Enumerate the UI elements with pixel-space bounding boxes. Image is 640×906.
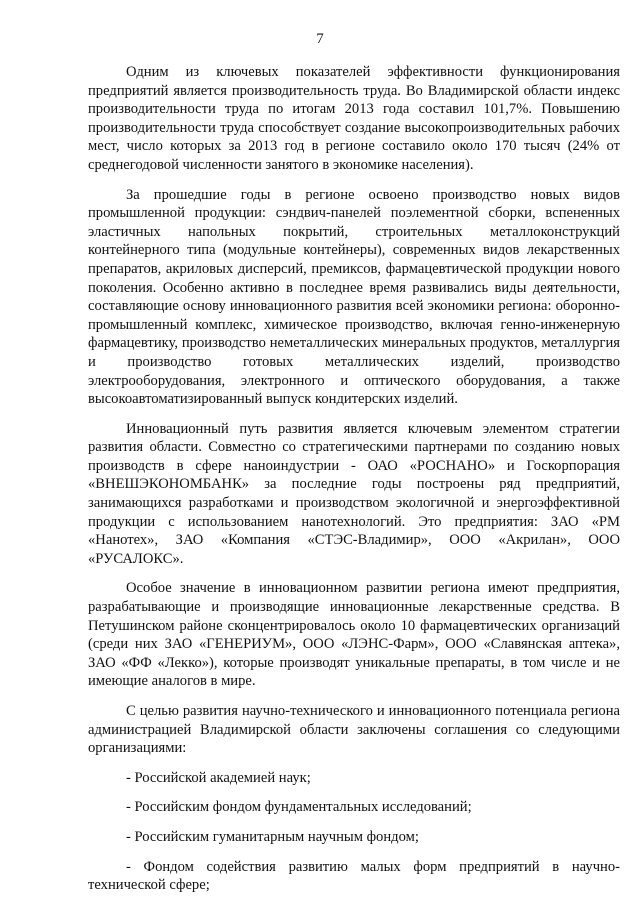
list-item: - Российским гуманитарным научным фондом; <box>126 828 419 845</box>
page-content <box>88 63 620 906</box>
paragraph-agreements: С целью развития научно-технического и инновационного потенциала региона администрацией Владимирской области заключены соглашения со следующими организациями: <box>88 703 620 757</box>
paragraph-new-production: За прошедшие годы в регионе освоено производство новых видов промышленной продукции: сэндвич-панелей поэлементной сборки, вспененных эластичных напольных покрытий, строительных металлоконструкций контейнерного типа (модульные контейнеры), современных видов лекарственных препаратов, акриловых дисперсий, премиксов, фармацевтической продукции нового поколения. Особенно активно в последнее время развивались виды деятельности, составляющие основу инновационного развития всей экономики региона: оборонно-промышленный комплекс, химическое производство, включая генно-инженерную фармацевтику, производство неметаллических минеральных продуктов, металлургия и производство готовых металлических изделий, производство электрооборудования, электронного и оптического оборудования, а также высокоавтоматизированный выпуск кондитерских изделий. <box>88 186 620 408</box>
paragraph-innovation-path: Инновационный путь развития является ключевым элементом стратегии развития области. Совместно со стратегическими партнерами по созданию новых производств в сфере наноиндустрии - ОАО «РОСНАНО» и Госкорпорация «ВНЕШЭКОНОМБАНК» за последние годы построены ряд предприятий, занимающихся разработками и производством экологичной и энергоэффективной продукции с использованием нанотехнологий. Это предприятия: ЗАО «РМ «Нанотех», ЗАО «Компания «СТЭС-Владимир», ООО «Акрилан», ООО «РУСАЛОКС». <box>88 420 620 567</box>
list-item: - Российским фондом фундаментальных исследований; <box>126 799 472 816</box>
list-item: - Фондом содействия развитию малых форм предприятий в научно-технической сфере; <box>88 858 620 894</box>
page-number: 7 <box>316 31 324 47</box>
paragraph-pharmaceutical: Особое значение в инновационном развитии региона имеют предприятия, разрабатывающие и производящие инновационные лекарственные средства. В Петушинском районе сконцентрировалось около 10 фармацевтических организаций (среди них ЗАО «ГЕНЕРИУМ», ООО «ЛЭНС-Фарм», ООО «Славянская аптека», ЗАО «ФФ «Лекко»), которые производят уникальные препараты, в том числе и не имеющие аналогов в мире. <box>88 580 620 690</box>
list-item: - Российской академией наук; <box>126 769 311 786</box>
paragraph-labor-productivity: Одним из ключевых показателей эффективности функционирования предприятий является производительность труда. Во Владимирской области индекс производительности труда по итогам 2013 года составил 101,7%. Повышению производительности труда способствует создание высокопроизводительных рабочих мест, число которых за 2013 год в регионе составило около 170 тысяч (24% от среднегодовой численности занятого в экономике населения). <box>88 64 620 173</box>
